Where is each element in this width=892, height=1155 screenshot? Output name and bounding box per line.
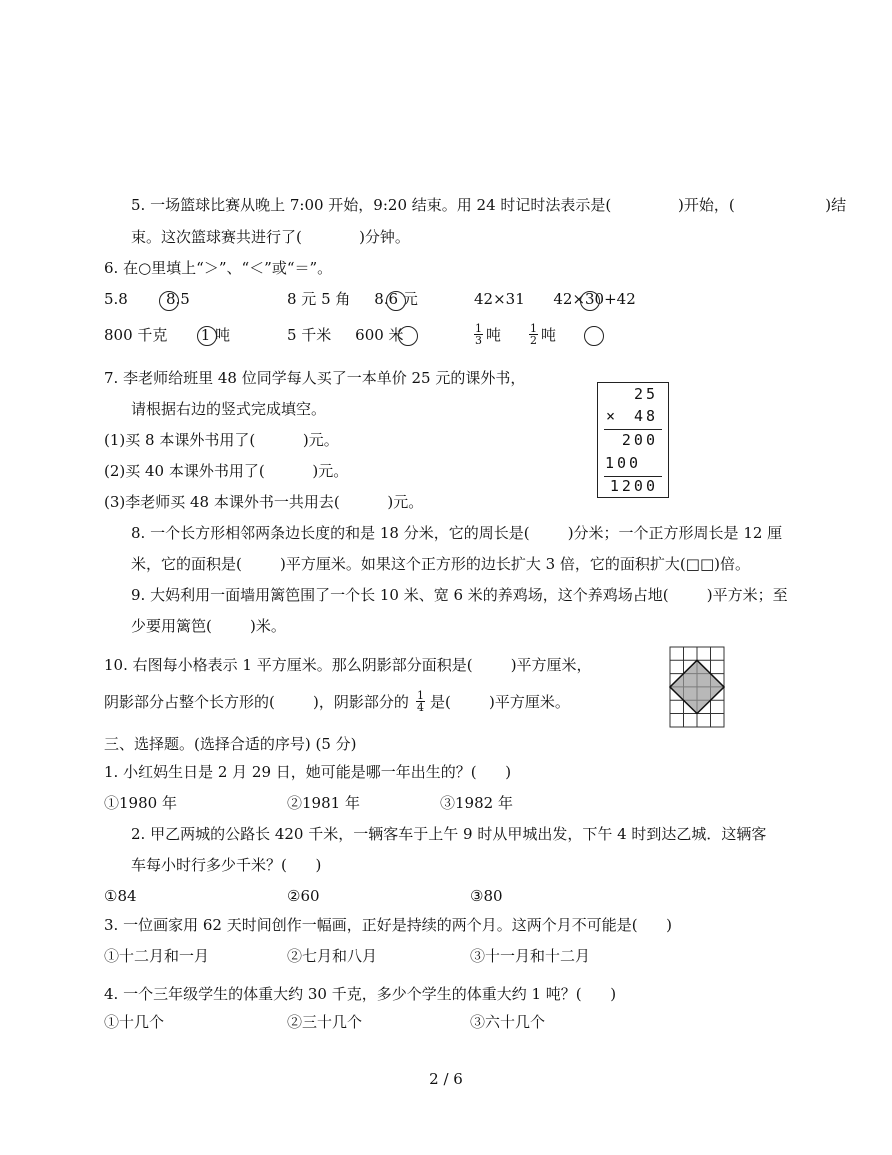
choice-q3: 3. 一位画家用 62 天时间创作一幅画，正好是持续的两个月。这两个月不可能是( ) xyxy=(104,916,673,934)
option-marker: ① xyxy=(104,794,120,812)
q10-line2-end: 是( )平方厘米。 xyxy=(430,693,570,711)
choice-q2-option-3[interactable] xyxy=(470,886,503,906)
option-text: 七月和八月 xyxy=(302,947,378,965)
q7-part2: (2)买 40 本课外书用了( )元。 xyxy=(104,462,349,480)
q10-line2-start: 阴影部分占整个长方形的( )，阴影部分的 xyxy=(104,693,409,711)
calc-times-sign: × xyxy=(606,407,616,425)
option-marker: ② xyxy=(287,794,303,812)
option-marker: ② xyxy=(287,1013,303,1031)
q6-title: 6. 在○里填上“＞”、“＜”或“＝”。 xyxy=(104,259,333,277)
fraction-denominator: 2 xyxy=(530,334,537,347)
option-text: 60 xyxy=(300,887,320,905)
calc-product: 1200 xyxy=(609,477,658,495)
fraction-numerator: 1 xyxy=(530,322,537,335)
option-marker: ① xyxy=(104,887,118,905)
q7-part3: (3)李老师买 48 本课外书一共用去( )元。 xyxy=(104,493,424,511)
section-3-heading: 三、选择题。(选择合适的序号) (5 分) xyxy=(104,735,357,753)
shaded-diamond xyxy=(670,660,724,713)
q8-line2: 米，它的面积是( )平方厘米。如果这个正方形的边长扩大 3 倍，它的面积扩大(□□)倍。 xyxy=(131,555,750,573)
q6-row2-col3-unit-a: 吨 xyxy=(486,326,502,344)
choice-q4-option-2[interactable] xyxy=(287,1012,362,1032)
option-marker: ② xyxy=(287,947,303,965)
compare-circle[interactable] xyxy=(386,291,406,311)
compare-circle[interactable] xyxy=(580,291,600,311)
q6-row2-col3-unit-b: 吨 xyxy=(541,326,557,344)
choice-q2-option-2[interactable] xyxy=(287,886,320,906)
choice-q2-line2: 车每小时行多少千米？( ) xyxy=(131,856,322,874)
option-marker: ② xyxy=(287,887,301,905)
fraction-denominator: 3 xyxy=(475,334,482,347)
option-text: 1981 年 xyxy=(302,794,360,812)
q6-row1-col2: 8 元 5 角 8.6 元 xyxy=(287,290,418,308)
q9-line1: 9. 大妈利用一面墙用篱笆围了一个长 10 米、宽 6 米的养鸡场，这个养鸡场占地( )平方米；至 xyxy=(131,586,788,604)
choice-q2-option-1[interactable] xyxy=(104,886,137,906)
option-text: 80 xyxy=(483,887,503,905)
choice-q4: 4. 一个三年级学生的体重大约 30 千克，多少个学生的体重大约 1 吨？( ) xyxy=(104,985,617,1003)
fraction-denominator: 4 xyxy=(417,701,424,714)
q6-row2-col2: 5 千米 600 米 xyxy=(287,326,404,344)
fraction-one-third xyxy=(474,323,483,346)
fraction-numerator: 1 xyxy=(417,689,424,702)
q5-line1: 5. 一场篮球比赛从晚上 7:00 开始，9:20 结束。用 24 时记时法表示是( )开始，( )结 xyxy=(131,196,847,214)
compare-circle[interactable] xyxy=(197,326,217,346)
q10-line1: 10. 右图每小格表示 1 平方厘米。那么阴影部分面积是( )平方厘米， xyxy=(104,656,592,674)
choice-q1-option-1[interactable] xyxy=(104,793,177,813)
vertical-multiplication xyxy=(597,382,669,498)
q5-line2: 束。这次篮球赛共进行了( )分钟。 xyxy=(131,228,410,246)
option-text: 1980 年 xyxy=(119,794,177,812)
fraction-one-half xyxy=(529,323,538,346)
calc-divider xyxy=(604,429,662,430)
calc-partial-product-1: 200 xyxy=(621,431,658,449)
option-text: 十几个 xyxy=(119,1013,165,1031)
choice-q3-option-2[interactable] xyxy=(287,946,377,966)
q6-row1-col1: 5.8 8.5 xyxy=(104,290,190,308)
option-marker: ① xyxy=(104,1013,120,1031)
calc-multiplicand: 25 xyxy=(633,385,658,403)
choice-q1: 1. 小红妈生日是 2 月 29 日，她可能是哪一年出生的？( ) xyxy=(104,763,512,781)
option-marker: ③ xyxy=(440,794,456,812)
option-text: 1982 年 xyxy=(455,794,513,812)
calc-partial-product-2: 100 xyxy=(605,454,642,472)
q7-line1: 7. 李老师给班里 48 位同学每人买了一本单价 25 元的课外书， xyxy=(104,369,526,387)
q7-part1: (1)买 8 本课外书用了( )元。 xyxy=(104,431,339,449)
q7-line2: 请根据右边的竖式完成填空。 xyxy=(131,400,327,418)
option-text: 十二月和一月 xyxy=(119,947,210,965)
option-text: 十一月和十二月 xyxy=(485,947,591,965)
q8-line1: 8. 一个长方形相邻两条边长度的和是 18 分米，它的周长是( )分米；一个正方形周长是 12 厘 xyxy=(131,524,783,542)
compare-circle[interactable] xyxy=(159,291,179,311)
choice-q2-line1: 2. 甲乙两城的公路长 420 千米，一辆客车于上午 9 时从甲城出发，下午 4 时到达乙城．这辆客 xyxy=(131,825,767,843)
compare-circle[interactable] xyxy=(398,326,418,346)
compare-circle[interactable] xyxy=(584,326,604,346)
choice-q4-option-3[interactable] xyxy=(470,1012,545,1032)
option-marker: ① xyxy=(104,947,120,965)
choice-q1-option-3[interactable] xyxy=(440,793,513,813)
option-marker: ③ xyxy=(470,887,484,905)
choice-q3-option-1[interactable] xyxy=(104,946,209,966)
option-marker: ③ xyxy=(470,1013,486,1031)
option-text: 六十几个 xyxy=(485,1013,546,1031)
choice-q1-option-2[interactable] xyxy=(287,793,360,813)
choice-q3-option-3[interactable] xyxy=(470,946,590,966)
q6-row1-col3: 42×31 42×30+42 xyxy=(474,290,636,308)
q6-row2-col1: 800 千克 1 吨 xyxy=(104,326,231,344)
fraction-one-quarter xyxy=(416,690,425,713)
option-marker: ③ xyxy=(470,947,486,965)
option-text: 三十几个 xyxy=(302,1013,363,1031)
grid-shaded-square-figure xyxy=(669,646,725,728)
calc-multiplier: 48 xyxy=(633,407,658,425)
fraction-numerator: 1 xyxy=(475,322,482,335)
option-text: 84 xyxy=(117,887,137,905)
choice-q4-option-1[interactable] xyxy=(104,1012,164,1032)
page-number: 2 / 6 xyxy=(429,1070,463,1088)
q9-line2: 少要用篱笆( )米。 xyxy=(131,617,286,635)
